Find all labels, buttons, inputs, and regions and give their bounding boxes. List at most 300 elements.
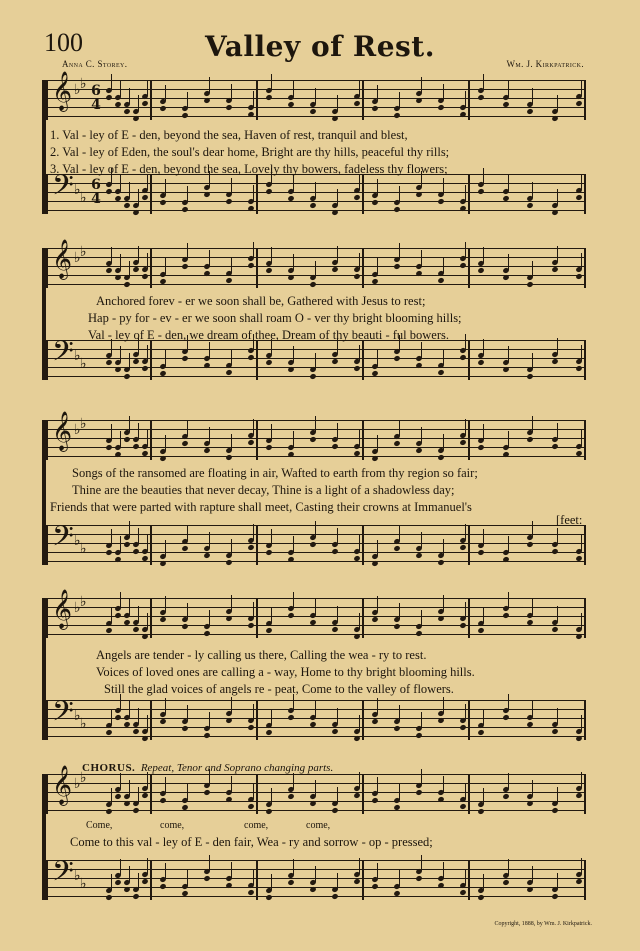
treble-clef-icon: 𝄞 [52, 765, 73, 805]
barline [362, 420, 364, 460]
note-stem [120, 254, 121, 270]
staff-line [46, 349, 586, 350]
note-stem [377, 258, 378, 274]
bass-clef-icon: 𝄢 [52, 335, 74, 375]
note-head [141, 633, 148, 640]
note-stem [532, 866, 533, 882]
barline [46, 174, 48, 214]
lyric-line: 1. Val - ley of E - den, beyond the sea, Haven of rest, tranquil and blest, [50, 128, 408, 142]
barline [362, 700, 364, 740]
note-stem [231, 539, 232, 555]
note-head [575, 273, 582, 280]
barline [468, 525, 470, 565]
note-head [551, 266, 558, 273]
note-head [141, 878, 148, 885]
note-head [132, 443, 139, 450]
note-head [181, 623, 188, 630]
note-stem [532, 416, 533, 432]
note-head [203, 447, 210, 454]
note-stem [209, 610, 210, 626]
note-head [114, 366, 121, 373]
note-stem [253, 869, 254, 885]
note-stem [111, 709, 112, 725]
barline [46, 80, 48, 120]
note-head [309, 886, 316, 893]
note-stem [359, 535, 360, 551]
barline [256, 80, 258, 120]
note-head [247, 544, 254, 551]
note-head [159, 616, 166, 623]
note-stem [483, 607, 484, 623]
echo-word: come, [244, 820, 269, 831]
note-stem [315, 261, 316, 277]
note-stem [165, 777, 166, 793]
note-head [141, 194, 148, 201]
note-head [575, 633, 582, 640]
lyric-line: 2. Val - ley of Eden, the soul's dear home, Bright are thy hills, peaceful thy rills; [50, 145, 450, 159]
system-brace [42, 598, 46, 740]
note-stem [532, 599, 533, 615]
note-head [393, 112, 400, 119]
note-head [132, 548, 139, 555]
barline [362, 80, 364, 120]
treble-staff [46, 239, 586, 288]
note-stem [187, 525, 188, 541]
note-stem [315, 416, 316, 432]
note-stem [337, 189, 338, 205]
note-head [502, 612, 509, 619]
barline [584, 248, 586, 288]
note-stem [253, 91, 254, 107]
note-head [123, 373, 130, 380]
note-stem [293, 346, 294, 362]
note-head [459, 262, 466, 269]
note-stem [315, 701, 316, 717]
note-stem [421, 610, 422, 626]
barline [584, 340, 586, 380]
note-stem [147, 535, 148, 551]
note-stem [359, 430, 360, 446]
barline [362, 340, 364, 380]
note-head [502, 879, 509, 886]
note-stem [399, 420, 400, 436]
flat-icon: ♭ [80, 716, 87, 732]
note-head [477, 894, 484, 901]
barline [256, 420, 258, 460]
note-head [132, 358, 139, 365]
note-head [353, 633, 360, 640]
note-head [477, 359, 484, 366]
note-stem [138, 95, 139, 111]
note-stem [129, 521, 130, 537]
note-stem [111, 529, 112, 545]
treble-clef-icon: 𝄞 [52, 411, 73, 451]
barline [256, 860, 258, 900]
flat-icon: ♭ [80, 76, 87, 92]
note-head [181, 355, 188, 362]
note-head [105, 894, 112, 901]
note-head [132, 626, 139, 633]
note-head [159, 883, 166, 890]
note-stem [271, 788, 272, 804]
flat-icon: ♭ [80, 770, 87, 786]
note-head [123, 541, 130, 548]
lyric-line: Songs of the ransomed are floating in air, Wafted to earth from thy region so fair; [72, 466, 478, 480]
note-head [265, 188, 272, 195]
note-stem [111, 607, 112, 623]
chorus-direction: Repeat, Tenor and Soprano changing parts. [140, 762, 334, 774]
note-stem [129, 780, 130, 796]
note-head [225, 559, 232, 566]
note-head [265, 549, 272, 556]
note-head [287, 879, 294, 886]
note-stem [315, 599, 316, 615]
barline [150, 340, 152, 380]
note-head [159, 560, 166, 567]
note-head [331, 209, 338, 216]
note-head [181, 440, 188, 447]
note-head [114, 793, 121, 800]
note-stem [557, 708, 558, 724]
note-stem [399, 525, 400, 541]
note-head [132, 115, 139, 122]
note-head [477, 729, 484, 736]
note-stem [359, 613, 360, 629]
system-brace [42, 80, 46, 214]
note-head [459, 803, 466, 810]
note-head [141, 735, 148, 742]
note-stem [231, 349, 232, 365]
note-head [225, 615, 232, 622]
note-stem [120, 431, 121, 447]
note-head [105, 808, 112, 815]
note-stem [421, 342, 422, 358]
note-head [353, 792, 360, 799]
note-head [437, 198, 444, 205]
staff-line [46, 116, 586, 117]
note-head [459, 724, 466, 731]
note-head [123, 108, 130, 115]
note-stem [581, 858, 582, 874]
note-head [371, 616, 378, 623]
note-stem [120, 859, 121, 875]
note-head [437, 104, 444, 111]
barline [150, 420, 152, 460]
note-head [551, 728, 558, 735]
note-stem [359, 858, 360, 874]
staff-line [46, 248, 586, 249]
note-stem [443, 697, 444, 713]
note-stem [508, 175, 509, 191]
note-stem [443, 257, 444, 273]
lyric-line: Voices of loved ones are calling a - way, Home to thy bright blooming hills. [96, 665, 475, 679]
barline [468, 174, 470, 214]
note-stem [165, 85, 166, 101]
note-head [159, 718, 166, 725]
bass-staff [46, 695, 586, 740]
note-stem [138, 189, 139, 205]
note-stem [111, 788, 112, 804]
note-head [287, 366, 294, 373]
barline [584, 174, 586, 214]
barline [584, 774, 586, 814]
flat-icon: ♭ [74, 348, 81, 364]
bass-clef-icon: 𝄢 [52, 695, 74, 735]
note-head [203, 732, 210, 739]
note-head [105, 444, 112, 451]
bass-clef-icon: 𝄢 [52, 855, 74, 895]
flat-icon: ♭ [74, 600, 81, 616]
barline [256, 700, 258, 740]
note-head [309, 281, 316, 288]
note-head [132, 893, 139, 900]
note-head [159, 199, 166, 206]
note-stem [483, 788, 484, 804]
note-head [371, 718, 378, 725]
staff-line [46, 525, 586, 526]
system-brace [42, 420, 46, 565]
note-head [415, 552, 422, 559]
note-head [265, 444, 272, 451]
author-left: Anna C. Storey. [62, 59, 128, 69]
note-stem [187, 705, 188, 721]
note-stem [315, 780, 316, 796]
note-head [551, 626, 558, 633]
note-stem [377, 85, 378, 101]
note-stem [111, 247, 112, 263]
note-head [477, 188, 484, 195]
note-head [353, 878, 360, 885]
note-head [287, 714, 294, 721]
note-stem [120, 536, 121, 552]
note-head [247, 724, 254, 731]
note-stem [293, 81, 294, 97]
note-head [141, 100, 148, 107]
note-stem [359, 715, 360, 731]
note-head [526, 886, 533, 893]
note-head [526, 373, 533, 380]
note-head [371, 560, 378, 567]
treble-staff [46, 71, 586, 120]
note-stem [399, 243, 400, 259]
note-stem [443, 776, 444, 792]
note-stem [165, 258, 166, 274]
barline [256, 248, 258, 288]
barline [256, 340, 258, 380]
note-head [123, 800, 130, 807]
staff-line [46, 736, 586, 737]
echo-word: come, [306, 820, 331, 831]
lyric-line: Thine are the beauties that never decay, Thine is a light of a shadowless day; [72, 483, 455, 497]
note-stem [508, 346, 509, 362]
note-head [575, 735, 582, 742]
note-head [123, 886, 130, 893]
note-stem [138, 708, 139, 724]
note-stem [465, 524, 466, 540]
barline [150, 525, 152, 565]
note-head [159, 105, 166, 112]
note-head [415, 191, 422, 198]
note-stem [271, 607, 272, 623]
note-stem [187, 243, 188, 259]
flat-icon: ♭ [80, 244, 87, 260]
note-head [309, 436, 316, 443]
note-stem [209, 250, 210, 266]
note-head [203, 789, 210, 796]
note-stem [359, 772, 360, 788]
note-head [371, 455, 378, 462]
barline [584, 525, 586, 565]
barline [46, 340, 48, 380]
staff-line [46, 210, 586, 211]
note-head [477, 444, 484, 451]
note-stem [377, 698, 378, 714]
note-stem [465, 185, 466, 201]
note-stem [443, 349, 444, 365]
note-stem [557, 246, 558, 262]
note-head [459, 439, 466, 446]
note-head [551, 209, 558, 216]
note-head [393, 725, 400, 732]
barline [362, 860, 364, 900]
note-head [331, 728, 338, 735]
barline [150, 248, 152, 288]
note-head [477, 549, 484, 556]
time-signature: 6 4 [91, 83, 101, 113]
note-stem [465, 869, 466, 885]
barline [362, 598, 364, 638]
note-head [105, 267, 112, 274]
barline [468, 774, 470, 814]
note-head [331, 358, 338, 365]
note-stem [581, 535, 582, 551]
barline [256, 174, 258, 214]
flat-icon: ♭ [74, 868, 81, 884]
note-stem [508, 81, 509, 97]
note-head [331, 443, 338, 450]
note-head [287, 612, 294, 619]
note-head [477, 627, 484, 634]
note-head [225, 277, 232, 284]
note-stem [138, 246, 139, 262]
note-stem [532, 261, 533, 277]
note-stem [421, 855, 422, 871]
note-head [114, 714, 121, 721]
note-stem [581, 345, 582, 361]
note-stem [421, 77, 422, 93]
barline [584, 598, 586, 638]
note-head [132, 807, 139, 814]
flat-icon: ♭ [74, 422, 81, 438]
note-head [551, 358, 558, 365]
note-head [415, 732, 422, 739]
note-stem [483, 529, 484, 545]
note-stem [129, 866, 130, 882]
note-head [105, 94, 112, 101]
note-stem [147, 345, 148, 361]
note-head [309, 202, 316, 209]
lyric-line: Anchored forev - er we soon shall be, Gathered with Jesus to rest; [96, 294, 426, 308]
flat-icon: ♭ [80, 541, 87, 557]
note-stem [253, 783, 254, 799]
echo-word: Come, [86, 820, 113, 831]
barline [584, 420, 586, 460]
note-stem [557, 787, 558, 803]
note-stem [581, 772, 582, 788]
note-head [371, 883, 378, 890]
note-head [141, 273, 148, 280]
note-head [502, 793, 509, 800]
note-stem [253, 704, 254, 720]
note-stem [231, 776, 232, 792]
note-stem [483, 247, 484, 263]
note-stem [138, 873, 139, 889]
note-stem [165, 698, 166, 714]
note-stem [231, 434, 232, 450]
note-stem [359, 80, 360, 96]
note-head [353, 100, 360, 107]
note-stem [120, 773, 121, 789]
note-stem [532, 182, 533, 198]
note-stem [359, 345, 360, 361]
note-head [265, 267, 272, 274]
barline [256, 525, 258, 565]
note-head [181, 206, 188, 213]
note-stem [253, 419, 254, 435]
note-stem [111, 424, 112, 440]
note-stem [443, 862, 444, 878]
staff-line [46, 89, 586, 90]
note-stem [337, 606, 338, 622]
note-stem [231, 257, 232, 273]
note-head [159, 797, 166, 804]
barline [468, 248, 470, 288]
note-head [123, 202, 130, 209]
note-stem [111, 874, 112, 890]
treble-staff [46, 589, 586, 638]
note-head [371, 199, 378, 206]
note-stem [187, 420, 188, 436]
note-head [309, 800, 316, 807]
note-stem [399, 784, 400, 800]
barline [46, 700, 48, 740]
note-head [141, 792, 148, 799]
note-head [247, 889, 254, 896]
staff-line [46, 634, 586, 635]
note-head [105, 188, 112, 195]
note-stem [165, 863, 166, 879]
note-stem [337, 423, 338, 439]
note-stem [129, 416, 130, 432]
note-stem [271, 874, 272, 890]
flat-icon: ♭ [74, 250, 81, 266]
note-head [575, 792, 582, 799]
note-head [287, 274, 294, 281]
barline [468, 700, 470, 740]
note-head [551, 115, 558, 122]
barline [46, 420, 48, 460]
note-stem [581, 715, 582, 731]
note-stem [209, 342, 210, 358]
lyric-line: Hap - py for - ev - er we soon shall roam O - ver thy bright blooming hills; [88, 311, 462, 325]
barline [150, 598, 152, 638]
author-right: Wm. J. Kirkpatrick. [506, 59, 584, 69]
note-stem [147, 430, 148, 446]
note-head [459, 622, 466, 629]
note-head [459, 354, 466, 361]
note-stem [377, 540, 378, 556]
note-stem [581, 430, 582, 446]
